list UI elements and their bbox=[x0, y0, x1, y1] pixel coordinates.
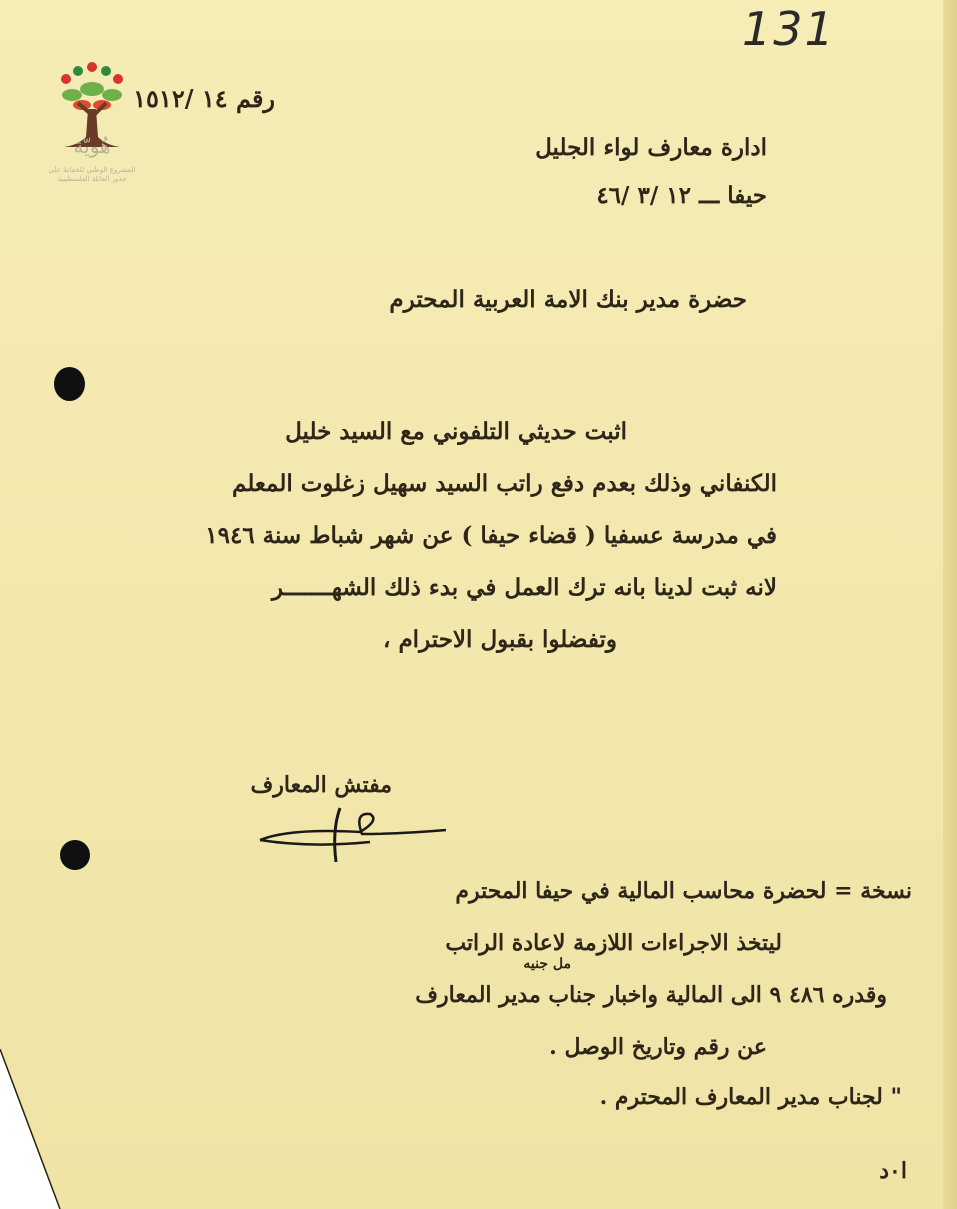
copy-line: وقدره ٤٨٦ ٩ الى المالية واخبار جناب مدير المعارف bbox=[415, 982, 887, 1008]
handwritten-page-number: 131 bbox=[742, 2, 836, 56]
copy-line: عن رقم وتاريخ الوصل . bbox=[549, 1034, 767, 1060]
logo-tagline: المشروع الوطني للحفاظ على جذور العائلة الفلسطينية bbox=[48, 166, 136, 183]
amount-annotation: مل جنيه bbox=[523, 956, 571, 972]
handwritten-signature-icon bbox=[250, 800, 450, 870]
tree-people-logo-icon bbox=[52, 34, 132, 184]
typist-initials: ا٠د bbox=[879, 1158, 907, 1184]
copy-line: " لجناب مدير المعارف المحترم . bbox=[599, 1084, 902, 1110]
copy-line: نسخة = لحضرة محاسب المالية في حيفا المحترم bbox=[455, 878, 912, 904]
paper-edge bbox=[943, 0, 957, 1209]
folded-corner bbox=[0, 1049, 90, 1209]
body-line: في مدرسة عسفيا ( قضاء حيفا ) عن شهر شباط سنة ١٩٤٦ bbox=[205, 522, 777, 549]
place-date: حيفا ـــ ١٢ /٣ /٤٦ bbox=[596, 182, 767, 209]
punch-hole bbox=[60, 840, 90, 870]
body-line: الكنفاني وذلك بعدم دفع راتب السيد سهيل زغلوت المعلم bbox=[232, 470, 777, 497]
copy-line: ليتخذ الاجراءات اللازمة لاعادة الراتب bbox=[445, 930, 782, 956]
signatory-title: مفتش المعارف bbox=[250, 772, 392, 798]
addressee: حضرة مدير بنك الامة العربية المحترم bbox=[389, 286, 747, 313]
body-line: اثبت حديثي التلفوني مع السيد خليل bbox=[285, 418, 627, 445]
logo-wordmark: هُويّة bbox=[73, 134, 111, 158]
department-name: ادارة معارف لواء الجليل bbox=[535, 134, 767, 161]
reference-number: رقم ١٤ /١٥١٢ bbox=[133, 84, 275, 113]
closing-line: وتفضلوا بقبول الاحترام ، bbox=[383, 626, 617, 653]
body-line: لانه ثبت لدينا بانه ترك العمل في بدء ذلك الشهـــــــر bbox=[271, 574, 777, 601]
punch-hole bbox=[54, 367, 85, 401]
